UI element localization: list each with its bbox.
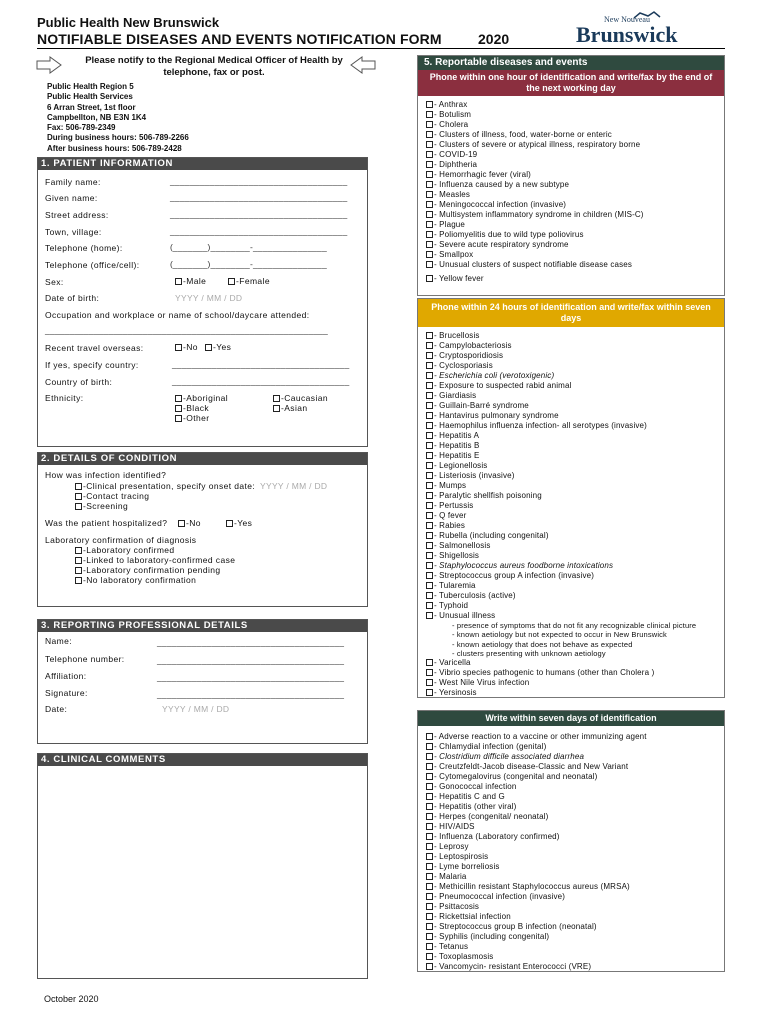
checkbox-icon[interactable] xyxy=(426,392,433,399)
group1-header: Phone within one hour of identification and write/fax by the end of the next working day xyxy=(418,70,724,96)
disease-item: - Tetanus xyxy=(426,942,724,952)
checkbox-icon[interactable] xyxy=(426,532,433,539)
checkbox-icon[interactable] xyxy=(426,472,433,479)
disease-item: - Rickettsial infection xyxy=(426,912,724,922)
disease-item: - Rubella (including congenital) xyxy=(426,531,724,541)
checkbox-icon[interactable] xyxy=(426,853,433,860)
arrow-right-icon xyxy=(36,56,62,74)
disease-item: - Cryptosporidiosis xyxy=(426,351,724,361)
checkbox-icon xyxy=(175,278,182,285)
disease-item: - Pertussis xyxy=(426,501,724,511)
checkbox-icon[interactable] xyxy=(426,552,433,559)
checkbox-icon[interactable] xyxy=(426,803,433,810)
group3-header: Write within seven days of identification xyxy=(418,711,724,726)
disease-item: - Malaria xyxy=(426,872,724,882)
given-name-field[interactable]: ____________________________________ xyxy=(170,192,348,202)
disease-item: - Vancomycin- resistant Enterococci (VRE) xyxy=(426,962,724,972)
group2-header: Phone within 24 hours of identification and write/fax within seven days xyxy=(418,299,724,327)
footer-date: October 2020 xyxy=(44,994,99,1004)
checkbox-icon[interactable] xyxy=(426,231,433,238)
reporter-telephone-field[interactable]: ______________________________________ xyxy=(157,655,345,665)
disease-item: - Syphilis (including congenital) xyxy=(426,932,724,942)
ethnicity-aboriginal-option[interactable]: -Aboriginal xyxy=(175,393,228,403)
disease-item: - Guillain-Barré syndrome xyxy=(426,401,724,411)
date-of-birth-field[interactable]: YYYY / MM / DD xyxy=(175,293,243,303)
checkbox-icon[interactable] xyxy=(426,883,433,890)
form-year: 2020 xyxy=(478,31,510,47)
disease-item: - Yersinosis xyxy=(426,688,724,698)
lab-none-option[interactable]: -No laboratory confirmation xyxy=(75,575,196,585)
checkbox-icon[interactable] xyxy=(426,111,433,118)
checkbox-icon[interactable] xyxy=(426,151,433,158)
disease-item: - West Nile Virus infection xyxy=(426,678,724,688)
disease-item: - Leptospirosis xyxy=(426,852,724,862)
checkbox-icon[interactable] xyxy=(426,211,433,218)
checkbox-icon[interactable] xyxy=(426,903,433,910)
checkbox-icon[interactable] xyxy=(426,141,433,148)
disease-item: - clusters presenting with unknown aetiology xyxy=(452,648,606,658)
checkbox-icon[interactable] xyxy=(426,763,433,770)
checkbox-icon xyxy=(75,547,82,554)
disease-item: - Hepatitis E xyxy=(426,451,724,461)
group3-list xyxy=(418,726,724,972)
checkbox-icon xyxy=(75,483,82,490)
checkbox-icon[interactable] xyxy=(426,372,433,379)
checkbox-icon[interactable] xyxy=(426,542,433,549)
disease-item: - Clusters of illness, food, water-borne or enteric xyxy=(426,130,724,140)
disease-item: - Hepatitis (other viral) xyxy=(426,802,724,812)
checkbox-icon xyxy=(205,344,212,351)
street-address-field[interactable]: ____________________________________ xyxy=(170,209,348,219)
disease-item: - Paralytic shellfish poisoning xyxy=(426,491,724,501)
checkbox-icon[interactable] xyxy=(426,689,433,696)
hospitalized-label: Was the patient hospitalized? xyxy=(45,518,168,528)
checkbox-icon[interactable] xyxy=(426,452,433,459)
checkbox-icon[interactable] xyxy=(426,402,433,409)
checkbox-icon[interactable] xyxy=(426,181,433,188)
checkbox-icon xyxy=(75,493,82,500)
checkbox-icon[interactable] xyxy=(426,442,433,449)
checkbox-icon[interactable] xyxy=(426,462,433,469)
form-title: NOTIFIABLE DISEASES AND EVENTS NOTIFICATION FORM xyxy=(37,31,442,47)
disease-item: - COVID-19 xyxy=(426,150,724,160)
disease-item: - Streptococcus group A infection (invasive) xyxy=(426,571,724,581)
checkbox-icon[interactable] xyxy=(426,823,433,830)
checkbox-icon[interactable] xyxy=(426,221,433,228)
lab-linked-option[interactable]: -Linked to laboratory-confirmed case xyxy=(75,555,235,565)
lab-pending-option[interactable]: -Laboratory confirmation pending xyxy=(75,565,221,575)
checkbox-icon[interactable] xyxy=(426,171,433,178)
disease-item: - Rabies xyxy=(426,521,724,531)
clinical-comments-section[interactable] xyxy=(37,753,368,979)
disease-item: - Giardiasis xyxy=(426,391,724,401)
checkbox-icon[interactable] xyxy=(426,161,433,168)
telephone-home-field[interactable]: (_______)________-_______________ xyxy=(170,242,327,252)
disease-item: - Cholera xyxy=(426,120,724,130)
checkbox-icon xyxy=(273,395,280,402)
disease-item: - Smallpox xyxy=(426,250,724,260)
checkbox-icon[interactable] xyxy=(426,773,433,780)
disease-item: - Psittacosis xyxy=(426,902,724,912)
hospitalized-no-option[interactable]: -No xyxy=(178,518,201,528)
disease-item: - Typhoid xyxy=(426,601,724,611)
disease-item: - Plague xyxy=(426,220,724,230)
group3-box xyxy=(417,710,725,972)
disease-item: - Escherichia coli (verotoxigenic) xyxy=(426,371,724,381)
disease-item: - Campylobacteriosis xyxy=(426,341,724,351)
disease-item: - known aetiology but not expected to occur in New Brunswick xyxy=(452,630,667,640)
checkbox-icon[interactable] xyxy=(426,131,433,138)
checkbox-icon[interactable] xyxy=(426,342,433,349)
disease-item: - Mumps xyxy=(426,481,724,491)
checkbox-icon xyxy=(75,503,82,510)
checkbox-icon xyxy=(175,415,182,422)
checkbox-icon[interactable] xyxy=(426,953,433,960)
disease-item: - presence of symptoms that do not fit any recognizable clinical picture xyxy=(452,621,697,630)
town-label: Town, village: xyxy=(45,227,102,237)
signature-label: Signature: xyxy=(45,688,88,698)
yellow-fever-item: - Yellow fever xyxy=(418,270,724,284)
ethnicity-caucasian-option[interactable]: -Caucasian xyxy=(273,393,328,403)
reporter-telephone-label: Telephone number: xyxy=(45,654,125,664)
disease-item: - Brucellosis xyxy=(426,331,724,341)
checkbox-icon[interactable] xyxy=(426,241,433,248)
disease-item: - Botulism xyxy=(426,110,724,120)
sex-female-option[interactable]: -Female xyxy=(228,276,270,286)
disease-item: - Streptococcus group B infection (neonatal) xyxy=(426,922,724,932)
section-title: 2. DETAILS OF CONDITION xyxy=(38,453,367,465)
disease-item: - Hepatitis A xyxy=(426,431,724,441)
checkbox-icon[interactable] xyxy=(426,191,433,198)
sex-male-option[interactable]: -Male xyxy=(175,276,206,286)
ethnicity-asian-option[interactable]: -Asian xyxy=(273,403,308,413)
disease-item: - Measles xyxy=(426,190,724,200)
affiliation-label: Affiliation: xyxy=(45,671,87,681)
checkbox-icon xyxy=(226,520,233,527)
checkbox-icon[interactable] xyxy=(426,679,433,686)
disease-item: - Toxoplasmosis xyxy=(426,952,724,962)
disease-item: - Severe acute respiratory syndrome xyxy=(426,240,724,250)
checkbox-icon xyxy=(228,278,235,285)
notify-instructions: Please notify to the Regional Medical Officer of Health by telephone, fax or post. xyxy=(85,55,343,78)
disease-item: - Varicella xyxy=(426,658,724,668)
checkbox-icon[interactable] xyxy=(426,432,433,439)
disease-item: - Hepatitis B xyxy=(426,441,724,451)
checkbox-icon xyxy=(175,395,182,402)
checkbox-icon xyxy=(75,577,82,584)
checkbox-icon[interactable] xyxy=(426,923,433,930)
checkbox-icon[interactable] xyxy=(426,101,433,108)
disease-item: - Creutzfeldt-Jacob disease-Classic and New Variant xyxy=(426,762,724,772)
checkbox-icon[interactable] xyxy=(426,833,433,840)
screening-option[interactable]: -Screening xyxy=(75,501,128,511)
checkbox-icon[interactable] xyxy=(426,412,433,419)
logo-small-text: New Nouveau xyxy=(604,15,650,24)
checkbox-icon[interactable] xyxy=(426,863,433,870)
disease-item: - Listeriosis (invasive) xyxy=(426,471,724,481)
disease-item: - Q fever xyxy=(426,511,724,521)
given-name-label: Given name: xyxy=(45,193,98,203)
nb-logo xyxy=(574,10,714,46)
specify-country-label: If yes, specify country: xyxy=(45,360,139,370)
disease-item: - Poliomyelitis due to wild type poliovirus xyxy=(426,230,724,240)
affiliation-field[interactable]: ______________________________________ xyxy=(157,672,345,682)
travel-yes-option[interactable]: -Yes xyxy=(205,342,231,352)
disease-item: - Clostridium difficile associated diarrhea xyxy=(426,752,724,762)
group1-box xyxy=(417,55,725,296)
checkbox-icon[interactable] xyxy=(426,522,433,529)
contact-tracing-option[interactable]: -Contact tracing xyxy=(75,491,149,501)
hospitalized-yes-option[interactable]: -Yes xyxy=(226,518,252,528)
address-block xyxy=(47,82,189,154)
clinical-presentation-option[interactable]: -Clinical presentation, specify onset date: xyxy=(75,481,255,491)
town-field[interactable]: ____________________________________ xyxy=(170,226,348,236)
disease-item: - Diphtheria xyxy=(426,160,724,170)
disease-item: - HIV/AIDS xyxy=(426,822,724,832)
checkbox-icon[interactable] xyxy=(426,873,433,880)
header-divider xyxy=(37,48,725,49)
disease-item: - Exposure to suspected rabid animal xyxy=(426,381,724,391)
checkbox-icon[interactable] xyxy=(426,933,433,940)
checkbox-icon xyxy=(273,405,280,412)
checkbox-icon[interactable] xyxy=(426,275,433,282)
reporter-name-label: Name: xyxy=(45,636,73,646)
checkbox-icon[interactable] xyxy=(426,843,433,850)
checkbox-icon[interactable] xyxy=(426,743,433,750)
address-line: After business hours: 506-789-2428 xyxy=(47,143,182,153)
checkbox-icon[interactable] xyxy=(426,482,433,489)
disease-item: - Herpes (congenital/ neonatal) xyxy=(426,812,724,822)
checkbox-icon[interactable] xyxy=(426,332,433,339)
checkbox-icon[interactable] xyxy=(426,783,433,790)
country-birth-field[interactable]: ____________________________________ xyxy=(172,376,350,386)
group2-list xyxy=(418,327,724,698)
checkbox-icon[interactable] xyxy=(426,251,433,258)
checkbox-icon xyxy=(178,520,185,527)
occupation-label: Occupation and workplace or name of school/daycare attended: xyxy=(45,310,310,320)
travel-label: Recent travel overseas: xyxy=(45,343,144,353)
checkbox-icon[interactable] xyxy=(426,562,433,569)
disease-item: - Influenza (Laboratory confirmed) xyxy=(426,832,724,842)
section-title: 4. CLINICAL COMMENTS xyxy=(38,754,367,766)
disease-item: - known aetiology that does not behave as expected xyxy=(452,639,633,649)
date-of-birth-label: Date of birth: xyxy=(45,293,100,303)
checkbox-icon[interactable] xyxy=(426,502,433,509)
checkbox-icon[interactable] xyxy=(426,572,433,579)
checkbox-icon[interactable] xyxy=(426,512,433,519)
disease-item: - Unusual illness xyxy=(426,611,724,621)
checkbox-icon[interactable] xyxy=(426,793,433,800)
checkbox-icon[interactable] xyxy=(426,913,433,920)
checkbox-icon[interactable] xyxy=(426,592,433,599)
disease-item: - Hantavirus pulmonary syndrome xyxy=(426,411,724,421)
ethnicity-black-option[interactable]: -Black xyxy=(175,403,209,413)
organization-name: Public Health New Brunswick xyxy=(37,15,220,30)
address-line: Public Health Services xyxy=(47,92,133,102)
group2-box xyxy=(417,298,725,698)
country-birth-label: Country of birth: xyxy=(45,377,113,387)
reporting-date-label: Date: xyxy=(45,704,68,714)
disease-item: - Hepatitis C and G xyxy=(426,792,724,802)
disease-item: - Methicillin resistant Staphylococcus aureus (MRSA) xyxy=(426,882,724,892)
disease-item: - Pneumococcal infection (invasive) xyxy=(426,892,724,902)
travel-no-option[interactable]: -No xyxy=(175,342,198,352)
checkbox-icon[interactable] xyxy=(426,422,433,429)
checkbox-icon[interactable] xyxy=(426,659,433,666)
disease-item: - Cyclosporiasis xyxy=(426,361,724,371)
street-address-label: Street address: xyxy=(45,210,109,220)
section-title: 1. PATIENT INFORMATION xyxy=(38,158,367,170)
lab-confirmation-label: Laboratory confirmation of diagnosis xyxy=(45,535,197,545)
how-identified-label: How was infection identified? xyxy=(45,470,167,480)
disease-item: - Influenza caused by a new subtype xyxy=(426,180,724,190)
specify-country-field[interactable]: ____________________________________ xyxy=(172,359,350,369)
disease-item: - Multisystem inflammatory syndrome in children (MIS-C) xyxy=(426,210,724,220)
checkbox-icon[interactable] xyxy=(426,943,433,950)
checkbox-icon xyxy=(175,405,182,412)
address-line: Public Health Region 5 xyxy=(47,82,134,91)
disease-item: - Unusual clusters of suspect notifiable disease cases xyxy=(426,260,724,270)
disease-item: - Meningococcal infection (invasive) xyxy=(426,200,724,210)
checkbox-icon[interactable] xyxy=(426,733,433,740)
reporting-date-field[interactable]: YYYY / MM / DD xyxy=(162,704,230,714)
checkbox-icon[interactable] xyxy=(426,121,433,128)
section-title: 3. REPORTING PROFESSIONAL DETAILS xyxy=(38,620,367,632)
disease-item: - Staphylococcus aureus foodborne intoxications xyxy=(426,561,724,571)
disease-item: - Vibrio species pathogenic to humans (other than Cholera ) xyxy=(426,668,724,678)
disease-item: - Adverse reaction to a vaccine or other immunizing agent xyxy=(426,732,724,742)
signature-field[interactable]: ______________________________________ xyxy=(157,689,345,699)
checkbox-icon[interactable] xyxy=(426,582,433,589)
checkbox-icon xyxy=(175,344,182,351)
address-line: Campbellton, NB E3N 1K4 xyxy=(47,112,147,122)
family-name-field[interactable]: ____________________________________ xyxy=(170,176,348,186)
checkbox-icon[interactable] xyxy=(426,669,433,676)
disease-item: - Anthrax xyxy=(426,100,724,110)
reporter-name-field[interactable]: ______________________________________ xyxy=(157,637,345,647)
address-line: Fax: 506-789-2349 xyxy=(47,123,116,133)
address-line: During business hours: 506-789-2266 xyxy=(47,133,189,143)
family-name-label: Family name: xyxy=(45,177,101,187)
checkbox-icon[interactable] xyxy=(426,753,433,760)
checkbox-icon[interactable] xyxy=(426,352,433,359)
disease-item: - Legionellosis xyxy=(426,461,724,471)
checkbox-icon xyxy=(75,557,82,564)
telephone-office-field[interactable]: (_______)________-_______________ xyxy=(170,259,327,269)
onset-date-field[interactable]: YYYY / MM / DD xyxy=(260,481,328,491)
checkbox-icon[interactable] xyxy=(426,963,433,970)
checkbox-icon[interactable] xyxy=(426,893,433,900)
checkbox-icon[interactable] xyxy=(426,492,433,499)
sex-label: Sex: xyxy=(45,277,64,287)
group1-list xyxy=(418,96,724,270)
telephone-home-label: Telephone (home): xyxy=(45,243,123,253)
address-line: 6 Arran Street, 1st floor xyxy=(47,102,136,112)
checkbox-icon[interactable] xyxy=(426,813,433,820)
checkbox-icon xyxy=(75,567,82,574)
disease-item: - Lyme borreliosis xyxy=(426,862,724,872)
lab-confirmed-option[interactable]: -Laboratory confirmed xyxy=(75,545,175,555)
disease-item: - Chlamydial infection (genital) xyxy=(426,742,724,752)
disease-item: - Gonococcal infection xyxy=(426,782,724,792)
checkbox-icon[interactable] xyxy=(426,362,433,369)
disease-item: - Cytomegalovirus (congenital and neonatal) xyxy=(426,772,724,782)
disease-item: - Tuberculosis (active) xyxy=(426,591,724,601)
checkbox-icon[interactable] xyxy=(426,602,433,609)
disease-item: - Haemophilus influenza infection- all serotypes (invasive) xyxy=(426,421,724,431)
telephone-office-label: Telephone (office/cell): xyxy=(45,260,140,270)
checkbox-icon[interactable] xyxy=(426,201,433,208)
ethnicity-label: Ethnicity: xyxy=(45,393,84,403)
checkbox-icon[interactable] xyxy=(426,261,433,268)
disease-item: - Tularemia xyxy=(426,581,724,591)
occupation-field[interactable]: __________________________________________________________ xyxy=(45,325,328,335)
disease-item: - Leprosy xyxy=(426,842,724,852)
disease-item: - Shigellosis xyxy=(426,551,724,561)
checkbox-icon[interactable] xyxy=(426,382,433,389)
logo-main-text: Brunswick xyxy=(576,22,678,46)
reportable-title: 5. Reportable diseases and events xyxy=(418,56,724,70)
disease-item: - Hemorrhagic fever (viral) xyxy=(426,170,724,180)
checkbox-icon[interactable] xyxy=(426,612,433,619)
disease-item: - Salmonellosis xyxy=(426,541,724,551)
ethnicity-other-option[interactable]: -Other xyxy=(175,413,210,423)
disease-item: - Clusters of severe or atypical illness, respiratory borne xyxy=(426,140,724,150)
